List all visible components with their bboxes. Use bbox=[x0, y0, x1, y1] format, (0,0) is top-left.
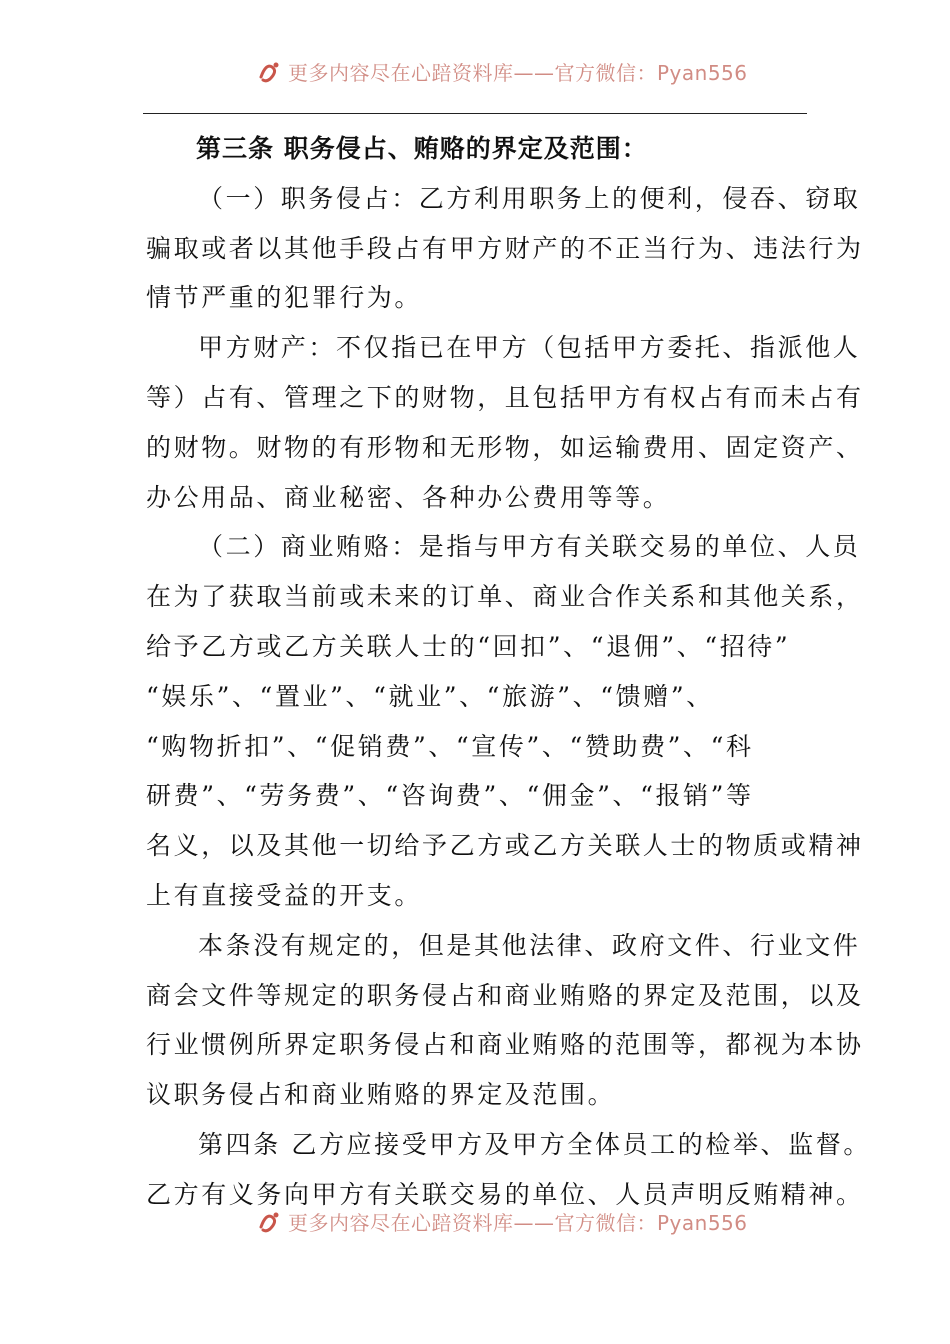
paragraph-line: 名义，以及其他一切给予乙方或乙方关联人士的物质或精神 bbox=[146, 831, 864, 861]
header-watermark-clip bbox=[0, 56, 950, 85]
brand-logo-icon bbox=[258, 59, 282, 83]
paragraph-line: 给予乙方或乙方关联人士的“回扣”、“退佣”、“招待” bbox=[146, 631, 791, 661]
article-3-heading: 第三条 职务侵占、贿赂的界定及范围： bbox=[196, 134, 648, 163]
paragraph-line: “娱乐”、“置业”、“就业”、“旅游”、“馈赠”、 bbox=[146, 681, 714, 711]
paragraph-line: 等）占有、管理之下的财物，且包括甲方有权占有而未占有 bbox=[146, 382, 864, 412]
paragraph-line: “购物折扣”、“促销费”、“宣传”、“赞助费”、“科 bbox=[146, 731, 754, 761]
paragraph-line: 研费”、“劳务费”、“咨询费”、“佣金”、“报销”等 bbox=[146, 781, 754, 811]
paragraph-line: 在为了获取当前或未来的订单、商业合作关系和其他关系， bbox=[146, 582, 864, 612]
footer-watermark-clip bbox=[0, 1206, 950, 1236]
paragraph-line: （二）商业贿赂：是指与甲方有关联交易的单位、人员 bbox=[198, 532, 861, 562]
article-4-line: 第四条 乙方应接受甲方及甲方全体员工的检举、监督。 bbox=[198, 1129, 871, 1159]
paragraph-line: 行业惯例所界定职务侵占和商业贿赂的范围等，都视为本协 bbox=[146, 1030, 864, 1060]
footer-watermark-text: 更多内容尽在心踣资料库——官方微信：Pyan556 bbox=[288, 1210, 748, 1235]
paragraph-line: 商会文件等规定的职务侵占和商业贿赂的界定及范围，以及 bbox=[146, 980, 864, 1010]
paragraph-line: （一）职务侵占：乙方利用职务上的便利，侵吞、窃取 bbox=[198, 183, 861, 213]
brand-logo-icon bbox=[258, 1209, 282, 1233]
paragraph-line: 上有直接受益的开支。 bbox=[146, 880, 423, 910]
paragraph-line: 议职务侵占和商业贿赂的界定及范围。 bbox=[146, 1080, 616, 1110]
paragraph-line: 情节严重的犯罪行为。 bbox=[146, 283, 423, 313]
header-watermark bbox=[258, 56, 748, 86]
paragraph-line: 骗取或者以其他手段占有甲方财产的不正当行为、违法行为 bbox=[146, 233, 864, 263]
paragraph-line: 的财物。财物的有形物和无形物，如运输费用、固定资产、 bbox=[146, 432, 864, 462]
header-rule bbox=[143, 113, 807, 114]
paragraph-line: 甲方财产：不仅指已在甲方（包括甲方委托、指派他人 bbox=[198, 333, 861, 363]
footer-watermark bbox=[258, 1206, 748, 1236]
paragraph-line: 办公用品、商业秘密、各种办公费用等等。 bbox=[146, 482, 671, 512]
document-body bbox=[146, 124, 871, 1220]
paragraph-line: 乙方有义务向甲方有关联交易的单位、人员声明反贿精神。 bbox=[146, 1179, 864, 1209]
paragraph-line: 本条没有规定的，但是其他法律、政府文件、行业文件 bbox=[198, 930, 861, 960]
header-watermark-text: 更多内容尽在心踣资料库——官方微信：Pyan556 bbox=[288, 60, 748, 85]
